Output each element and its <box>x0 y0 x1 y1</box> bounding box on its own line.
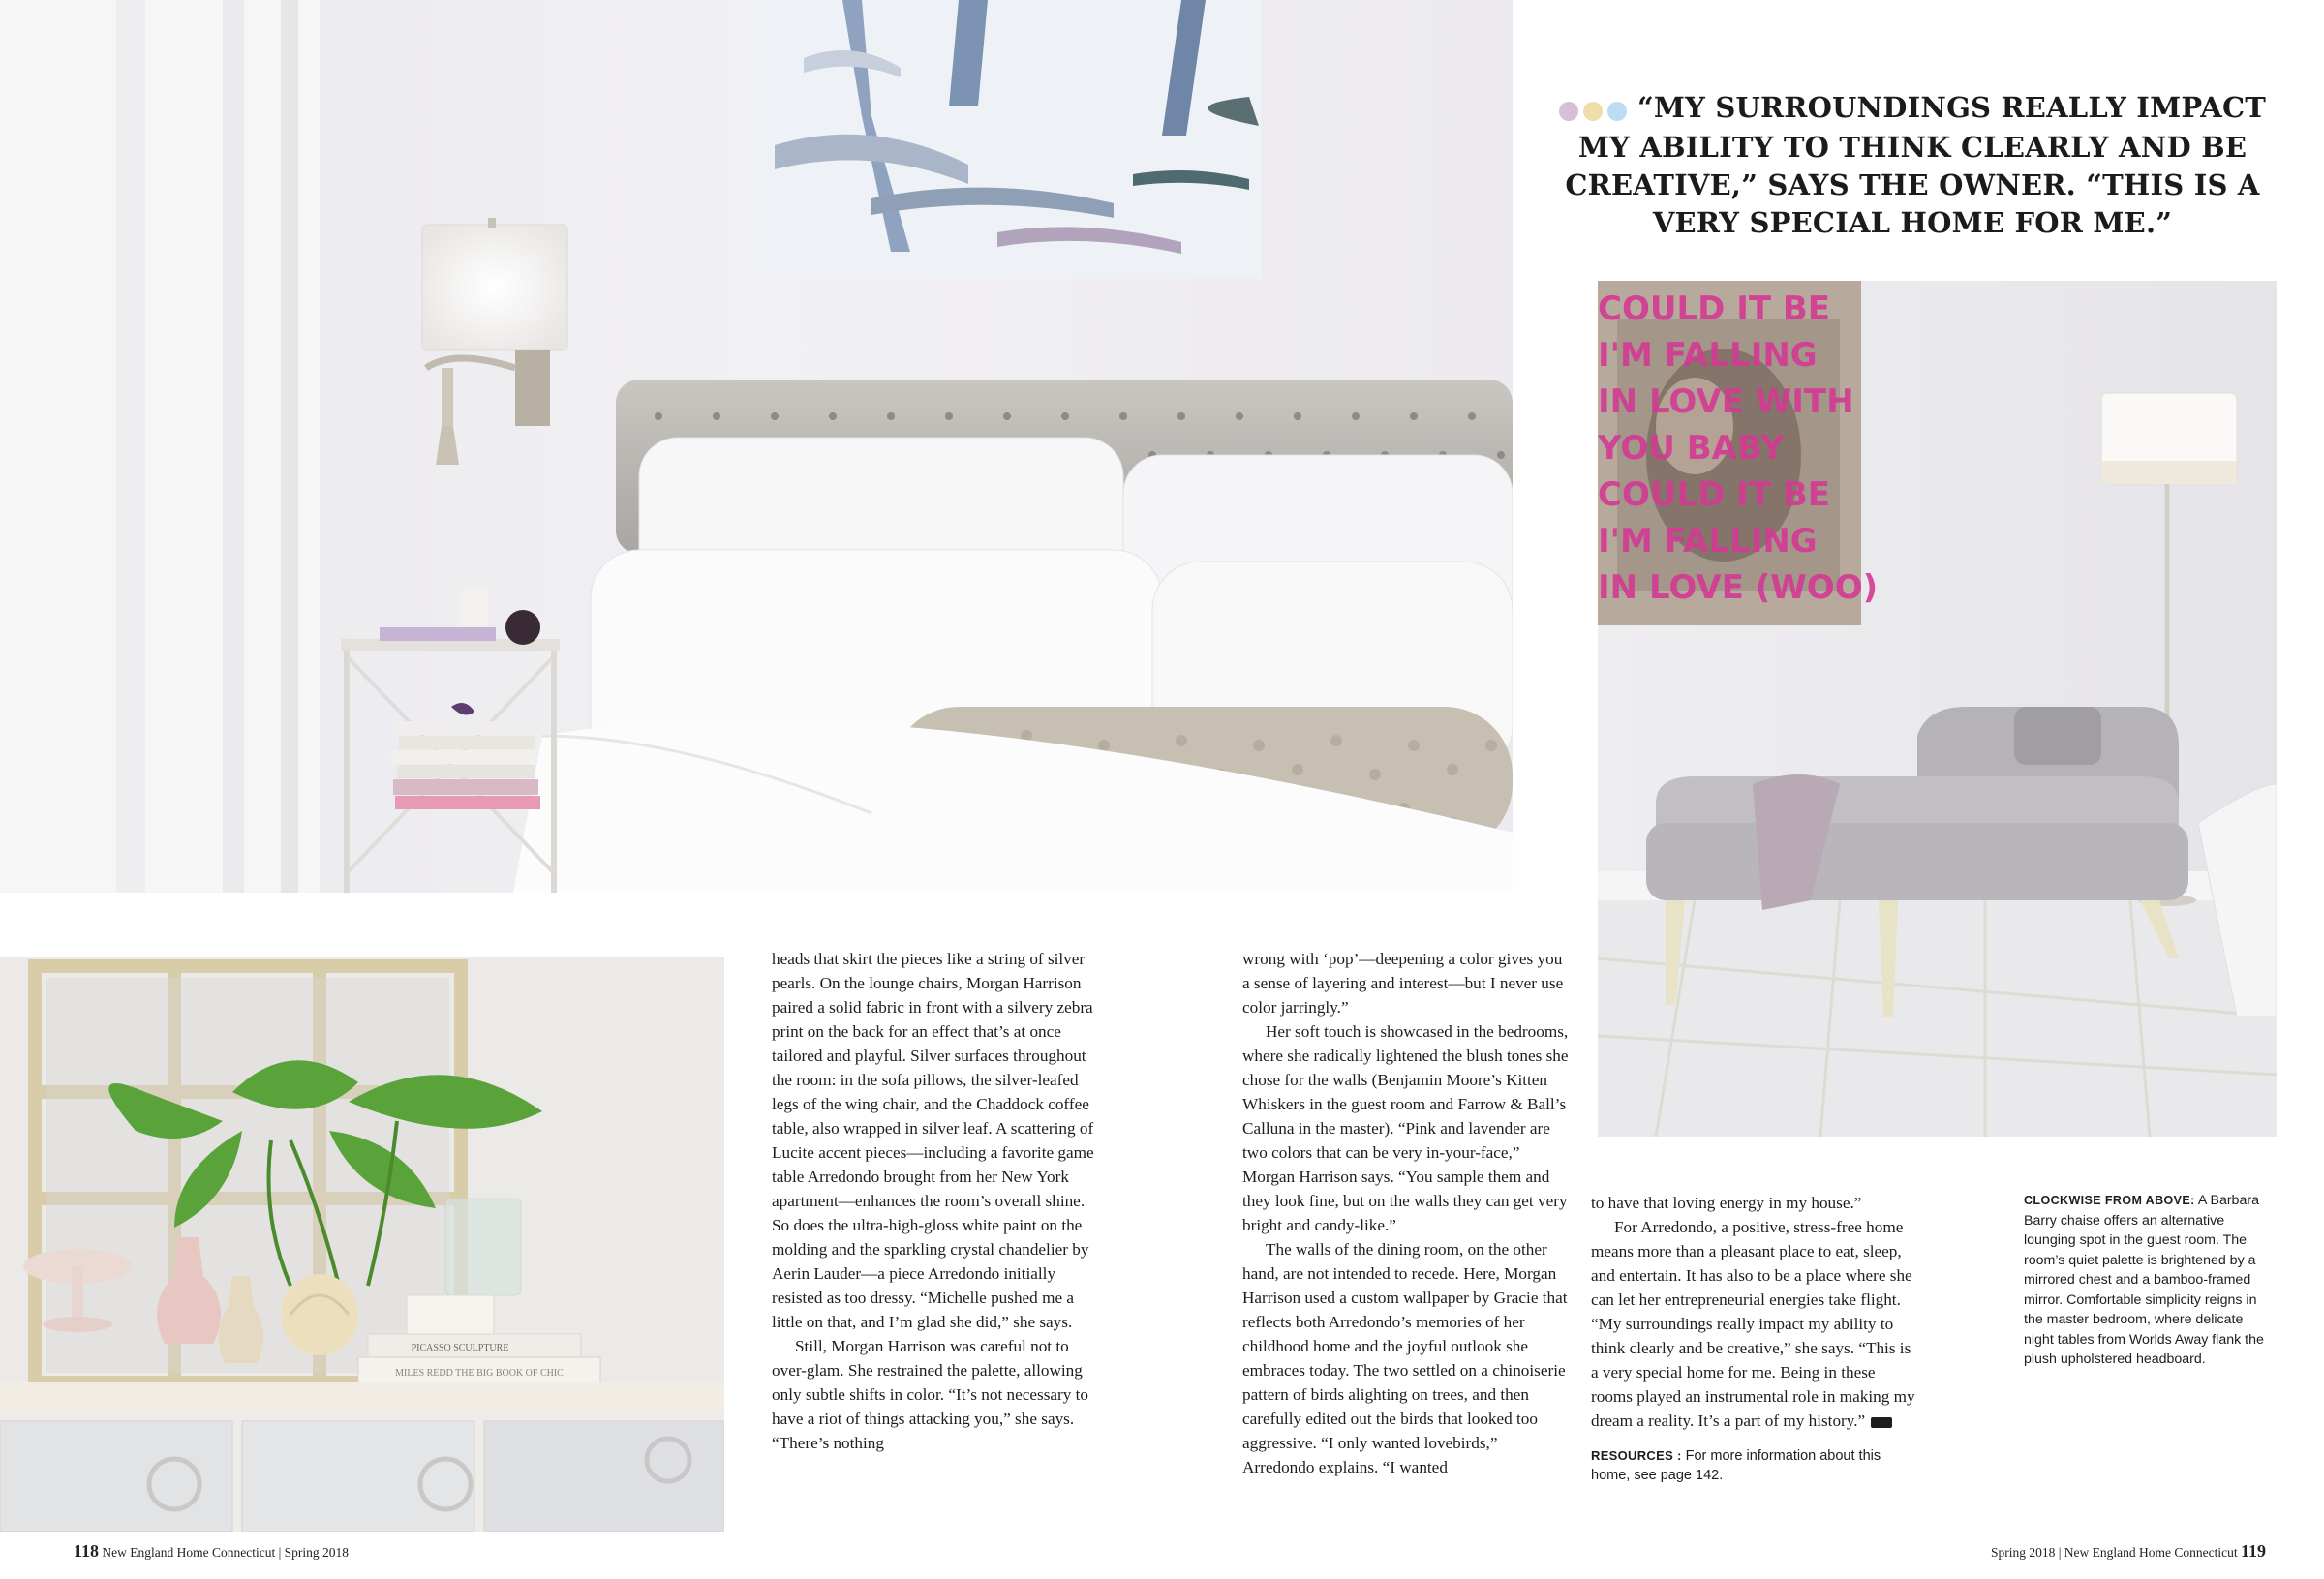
body-column-2 <box>1242 947 1572 1479</box>
pull-quote <box>1549 89 2276 242</box>
resources-note <box>1591 1446 1920 1485</box>
guest-room-illustration <box>1598 281 2277 1137</box>
page-number-left: 118 <box>74 1541 100 1561</box>
book-spine-text: MILES REDD THE BIG BOOK OF CHIC <box>395 1368 564 1379</box>
lavender-dot-icon <box>1559 102 1578 121</box>
pull-quote-text: “MY SURROUNDINGS REALLY IMPACT MY ABILITY TO THINK CLEARLY AND BE CREATIVE,” SAYS THE OWNER. “THIS IS A VERY SPECIAL HOME FOR ME.” <box>1565 91 2267 239</box>
body-column-1 <box>772 947 1101 1455</box>
paragraph: Her soft touch is showcased in the bedrooms, where she radically lightened the blush tones she chose for the walls (Benjamin Moore’s Kitten Whiskers in the guest room and Farrow & Ball’s Calluna in the master). “Pink and lavender are two colors that can be very in-your-face,” Morgan Harrison says. “You sample them and they look fine, but on the walls they can get very bright and candy-like.” <box>1242 1022 1569 1234</box>
resources-label: RESOURCES : <box>1591 1448 1682 1463</box>
art-text-line: I'M FALLING <box>1598 336 1818 375</box>
art-text-line: COULD IT BE <box>1598 475 1831 514</box>
pull-quote-dots <box>1559 91 1632 129</box>
paragraph: Still, Morgan Harrison was careful not to over-glam. She restrained the palette, allowing only subtle shifts in color. “It’s not necessary to have a riot of things attacking you,” she says. “There’s nothing <box>772 1337 1088 1452</box>
body-column-3 <box>1591 1191 1920 1485</box>
folio-right <box>1991 1541 2266 1562</box>
yellow-dot-icon <box>1583 102 1603 121</box>
master-bedroom-illustration <box>0 0 1513 893</box>
paragraph: heads that skirt the pieces like a string of silver pearls. On the lounge chairs, Morgan Harrison paired a solid fabric in front with a silvery zebra print on the back for an effect that’s at once tailored and playful. Silver surfaces throughout the room: in the sofa pillows, the silver-leafed legs of the wing chair, and the Chaddock coffee table, also wrapped in silver leaf. A scattering of Lucite accent pieces—including a favorite game table Arredondo brought from her New York apartment—enhances the room’s overall shine. So does the ultra-high-gloss white paint on the molding and the sparkling crystal chandelier by Aerin Lauder—a piece Arredondo initially resisted as too dressy. “Michelle pushed me a little on that, and I’m glad she did,” she says. <box>772 950 1094 1331</box>
caption-label: CLOCKWISE FROM ABOVE: <box>2024 1194 2195 1207</box>
paragraph: The walls of the dining room, on the other hand, are not intended to recede. Here, Morgan Harrison used a custom wallpaper by Gracie that reflects both Arredondo’s memories of her childhood home and the joyful outlook she embraces today. The two settled on a chinoiserie pattern of birds alighting on trees, and then carefully edited out the birds that looked too aggressive. “I only wanted lovebirds,” Arredondo explains. “I wanted <box>1242 1240 1568 1476</box>
art-text-line: IN LOVE (WOO) <box>1598 568 1879 607</box>
end-mark-icon <box>1871 1417 1892 1428</box>
resources-text: For more information about this home, see page 142. <box>1591 1448 1881 1483</box>
art-text-line: I'M FALLING <box>1598 522 1818 561</box>
master-bedroom-photo <box>0 0 1513 893</box>
caption-text: A Barbara Barry chaise offers an alternative lounging spot in the guest room. The room’s quiet palette is brightened by a mirrored chest and a bamboo-framed mirror. Comfortable simplicity reigns in the master bedroom, where delicate night tables from Worlds Away flank the plush upholstered headboard. <box>2024 1193 2264 1367</box>
mirrored-chest-illustration <box>0 957 724 1532</box>
art-text-line: COULD IT BE <box>1598 289 1831 328</box>
page-number-right: 119 <box>2240 1541 2266 1561</box>
paragraph: to have that loving energy in my house.” <box>1591 1194 1862 1212</box>
folio-left-text: New England Home Connecticut | Spring 2018 <box>102 1545 350 1560</box>
paragraph: wrong with ‘pop’—deepening a color gives you a sense of layering and interest—but I never use color jarringly.” <box>1242 950 1564 1017</box>
paragraph-text: For Arredondo, a positive, stress-free home means more than a pleasant place to eat, sleep, and entertain. It has also to be a place where she can let her entrepreneurial energies take flight. “My surroundings really impact my ability to think clearly and be creative,” she says. “This is a very special home for me. Being in these rooms played an instrumental role in making my dream a reality. It’s a part of my history.” <box>1591 1218 1915 1430</box>
folio-left <box>74 1541 349 1562</box>
art-text-line: YOU BABY <box>1598 429 1785 468</box>
photo-caption <box>2024 1191 2276 1370</box>
book-spine-text: PICASSO SCULPTURE <box>411 1343 509 1353</box>
guest-room-photo <box>1598 281 2277 1137</box>
blue-dot-icon <box>1607 102 1627 121</box>
art-text-line: IN LOVE WITH <box>1598 382 1854 421</box>
folio-right-text: Spring 2018 | New England Home Connecticut <box>1990 1545 2238 1560</box>
paragraph <box>1591 1215 1920 1433</box>
mirrored-chest-photo <box>0 957 724 1532</box>
